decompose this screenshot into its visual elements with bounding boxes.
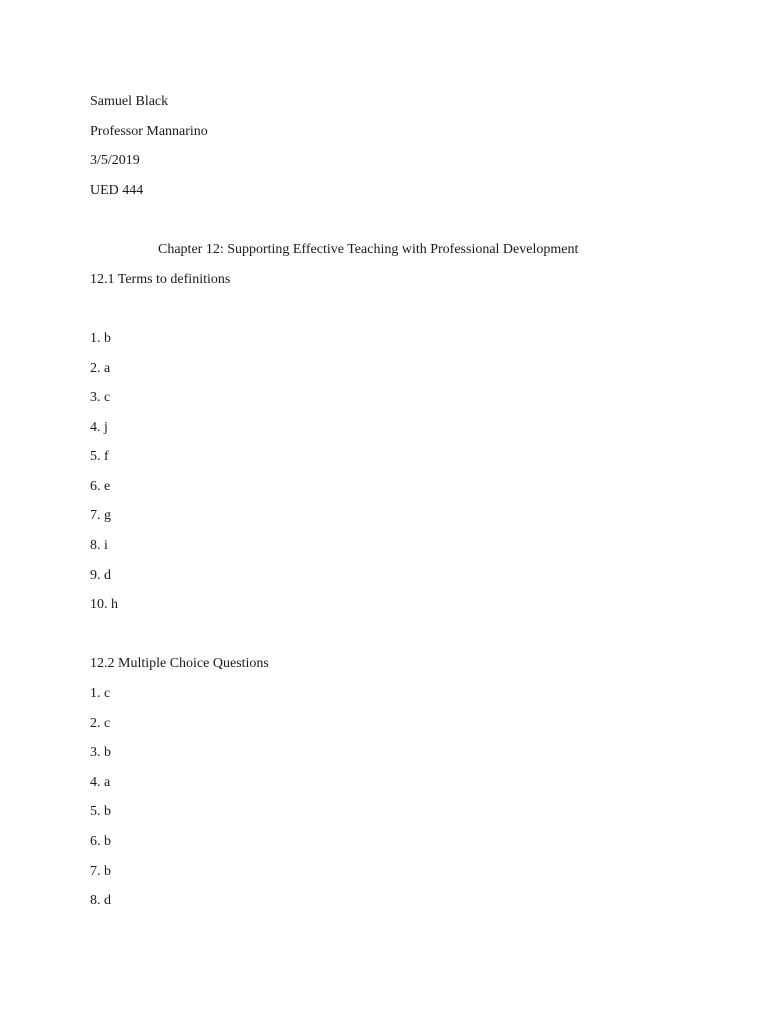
section-1-answer: 1. b <box>90 331 111 346</box>
section-2-heading: 12.2 Multiple Choice Questions <box>90 656 269 671</box>
section-2-answer: 5. b <box>90 804 111 819</box>
section-2-answer: 8. d <box>90 893 111 908</box>
section-2-answer: 1. c <box>90 686 111 701</box>
section-1-answer: 5. f <box>90 449 109 464</box>
section-1-answer: 9. d <box>90 568 111 583</box>
section-1-answer: 3. c <box>90 390 111 405</box>
section-1-answer: 6. e <box>90 479 111 494</box>
section-2-answer: 6. b <box>90 834 111 849</box>
section-2-answer: 2. c <box>90 716 111 731</box>
section-1-answer: 4. j <box>90 420 108 435</box>
student-name: Samuel Black <box>90 94 169 109</box>
date: 3/5/2019 <box>90 153 140 168</box>
course-code: UED 444 <box>90 183 144 198</box>
chapter-title: Chapter 12: Supporting Effective Teaching with Professional Development <box>158 242 579 257</box>
section-2-answer: 7. b <box>90 864 111 879</box>
section-1-answer: 7. g <box>90 508 111 523</box>
section-1-answer: 10. h <box>90 597 118 612</box>
section-1-heading: 12.1 Terms to definitions <box>90 272 231 287</box>
section-2-answer: 4. a <box>90 775 111 790</box>
section-1-answer: 2. a <box>90 361 111 376</box>
section-2-answer: 3. b <box>90 745 111 760</box>
section-1-answer: 8. i <box>90 538 108 553</box>
professor-name: Professor Mannarino <box>90 124 208 139</box>
